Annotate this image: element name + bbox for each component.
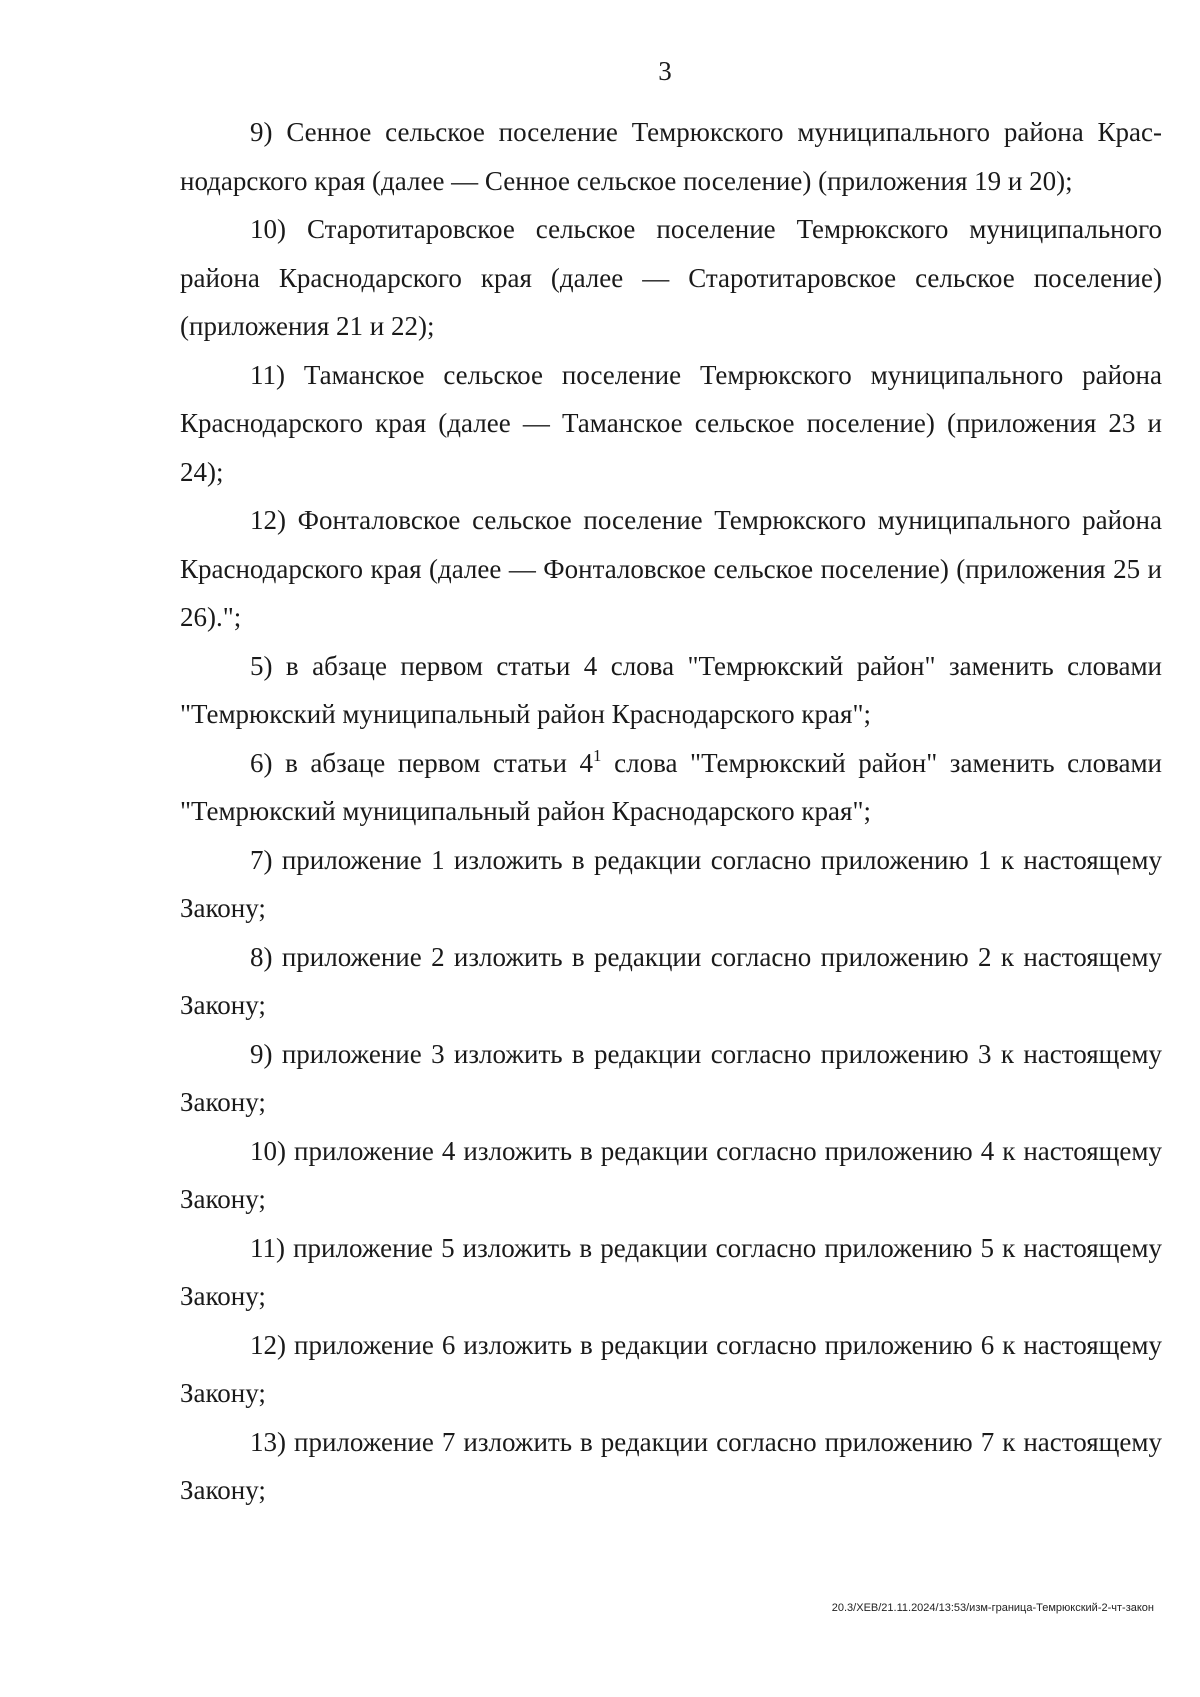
paragraph-item-6-article-4-1 (180, 739, 1162, 836)
paragraph-item-5-article-4: 5) в абзаце первом статьи 4 слова "Темрюкский район" заменить словами "Темрюкский муниципальный район Краснодарского края"; (180, 650, 1162, 729)
paragraph-item-10-starotitarovskoe: 10) Старотитаровское сельское поселение Темрюкского муниципального района Краснодарского края (далее — Старотитаровское сельское поселение) (приложения 21 и 22); (180, 214, 1162, 341)
article-superscript: 1 (593, 745, 602, 765)
paragraph-item-8-appendix-2: 8) приложение 2 изложить в редакции согласно приложению 2 к настоящему Закону; (180, 941, 1162, 1020)
paragraph-text-end: слова "Темрюкский район" заменить словами "Темрюкский муниципальный район Краснодарского края"; (180, 747, 1162, 826)
paragraph-item-13-appendix-7: 13) приложение 7 изложить в редакции согласно приложению 7 к настоящему Закону; (180, 1426, 1162, 1505)
paragraph-text-start: 6) в абзаце первом статьи 4 (250, 747, 594, 778)
paragraph-item-11-appendix-5: 11) приложение 5 изложить в редакции согласно приложению 5 к настоящему Закону; (180, 1232, 1162, 1311)
paragraph-item-11-tamanskoe: 11) Таманское сельское поселение Темрюкского муниципального района Краснодарского края (далее — Таманское сельское поселение) (приложения 23 и 24); (180, 359, 1162, 487)
footer-document-code: 20.3/ХЕВ/21.11.2024/13:53/изм-граница-Темрюкский-2-чт-закон (831, 1602, 1154, 1614)
document-body (180, 108, 1162, 1515)
page-number: 3 (658, 56, 672, 86)
paragraph-item-12-fontalovskoe: 12) Фонталовское сельское поселение Темрюкского муниципального района Краснодарского края (далее — Фонталовское сельское поселение) (приложения 25 и 26)."; (180, 505, 1162, 632)
paragraph-item-10-appendix-4: 10) приложение 4 изложить в редакции согласно приложению 4 к настоящему Закону; (180, 1135, 1162, 1214)
paragraph-item-12-appendix-6: 12) приложение 6 изложить в редакции согласно приложению 6 к настоящему Закону; (180, 1329, 1162, 1408)
paragraph-item-7-appendix-1: 7) приложение 1 изложить в редакции согласно приложению 1 к настоящему Закону; (180, 844, 1162, 923)
paragraph-item-9-sennoe: 9) Сенное сельское поселение Темрюкского муниципального района Краснодарского края (далее — Сенное сельское поселение) (приложения 19 и 20); (180, 117, 1162, 196)
paragraph-item-9-appendix-3: 9) приложение 3 изложить в редакции согласно приложению 3 к настоящему Закону; (180, 1038, 1162, 1117)
